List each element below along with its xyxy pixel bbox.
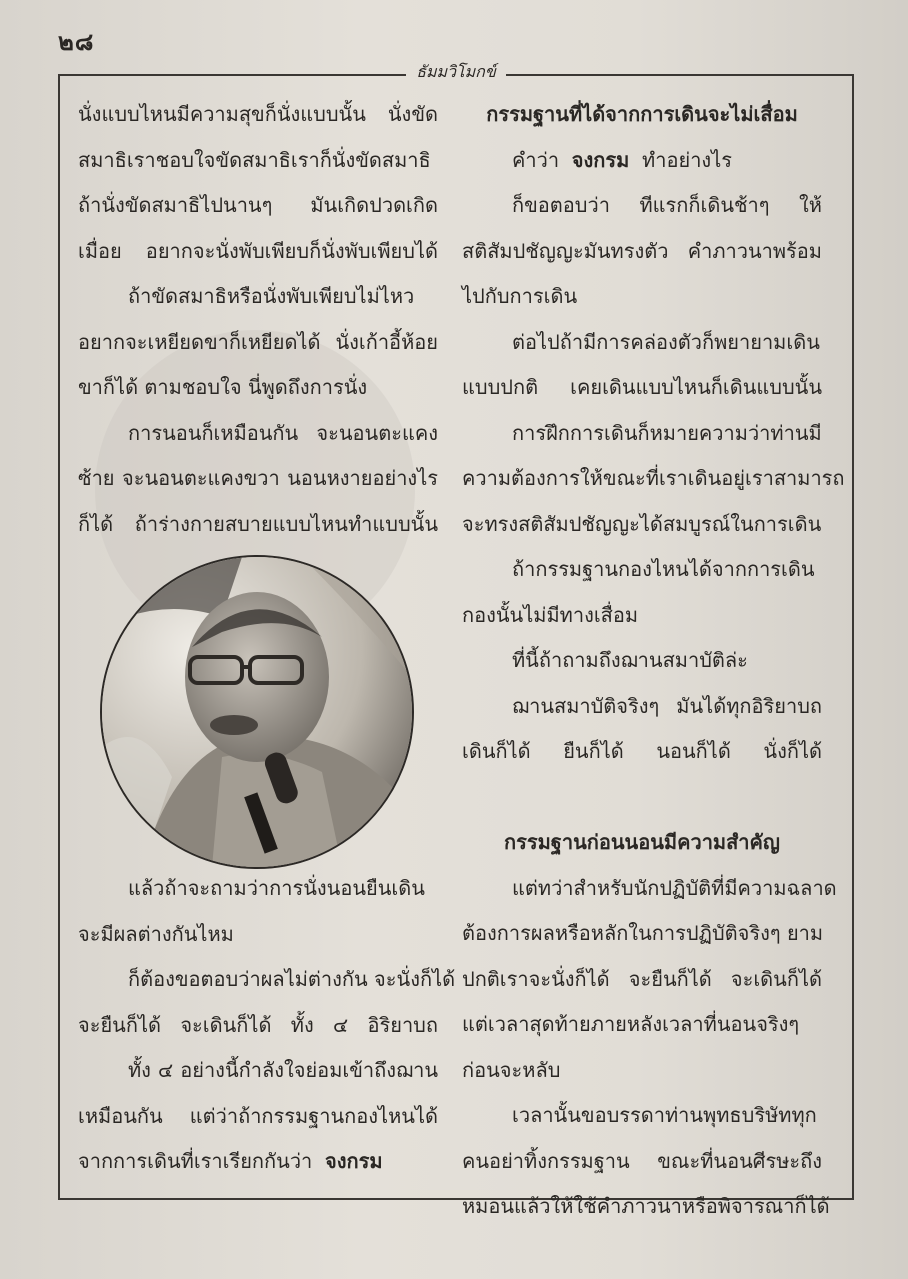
text-line: ที่นี้ถ้าถามถึงฌานสมาบัติล่ะ — [512, 648, 748, 672]
text-line: ต้องการผลหรือหลักในการปฏิบัติจริงๆ ยาม — [462, 921, 824, 945]
section-heading: กรรมฐานที่ได้จากการเดินจะไม่เสื่อม — [486, 102, 798, 126]
running-header: ธัมมวิโมกข์ — [416, 62, 496, 81]
right-column — [462, 92, 845, 1230]
text-line: กองนั้นไม่มีทางเสื่อม — [462, 602, 639, 627]
text-line: ไปกับการเดิน — [462, 284, 578, 308]
text-line: เมื่อย อยากจะนั่งพับเพียบก็นั่งพับเพียบได้ — [78, 238, 438, 263]
text-line: จะยืนก็ได้ จะเดินก็ได้ ทั้ง ๔ อิริยาบถ — [78, 1012, 438, 1037]
text-line: ทั้ง ๔ อย่างนี้กำลังใจย่อมเข้าถึงฌาน — [128, 1058, 438, 1082]
text-line: แต่เวลาสุดท้ายภายหลังเวลาที่นอนจริงๆ — [462, 1012, 800, 1036]
left-column-bottom — [78, 866, 456, 1185]
text-line: การนอนก็เหมือนกัน จะนอนตะแคง — [128, 420, 438, 445]
text-line: สมาธิเราชอบใจขัดสมาธิเราก็นั่งขัดสมาธิ — [78, 147, 431, 172]
text-line: การฝึกการเดินก็หมายความว่าท่านมี — [512, 420, 822, 445]
text-line: อยากจะเหยียดขาก็เหยียดได้ นั่งเก้าอี้ห้อย — [78, 329, 438, 354]
text-line: ฌานสมาบัติจริงๆ มันได้ทุกอิริยาบถ — [512, 693, 822, 718]
text-line: ก่อนจะหลับ — [462, 1057, 561, 1082]
monk-portrait-photo — [100, 555, 414, 869]
text-line: ขาก็ได้ ตามชอบใจ นี่พูดถึงการนั่ง — [78, 375, 368, 399]
text-line: ถ้ากรรมฐานกองไหนได้จากการเดิน — [512, 557, 815, 581]
blank-line — [462, 775, 822, 821]
text-line: หมอนแล้วให้ใช้คำภาวนาหรือพิจารณาก็ได้ — [462, 1194, 830, 1218]
text-line: นั่งแบบไหนมีความสุขก็นั่งแบบนั้น นั่งขัด — [78, 102, 438, 126]
text-line: ถ้าขัดสมาธิหรือนั่งพับเพียบไม่ไหว — [128, 284, 415, 308]
text-line: แต่ทว่าสำหรับนักปฏิบัติที่มีความฉลาด — [512, 875, 837, 900]
section-heading: กรรมฐานก่อนนอนมีความสำคัญ — [504, 830, 780, 854]
text-line: จะมีผลต่างกันไหม — [78, 921, 234, 946]
text-segment: จากการเดินที่เราเรียกกันว่า — [78, 1149, 313, 1173]
text-line: ต่อไปถ้ามีการคล่องตัวก็พยายามเดิน — [512, 329, 820, 354]
text-line: ซ้าย จะนอนตะแคงขวา นอนหงายอย่างไร — [78, 466, 438, 490]
text-line-with-term — [78, 1139, 438, 1185]
text-line: เวลานั้นขอบรรดาท่านพุทธบริษัททุก — [512, 1103, 817, 1127]
text-line: ก็ต้องขอตอบว่าผลไม่ต่างกัน จะนั่งก็ได้ — [128, 967, 456, 991]
left-column-top — [78, 92, 438, 547]
page-number: ๒๘ — [58, 27, 95, 56]
text-line: สติสัมปชัญญะมันทรงตัว คำภาวนาพร้อม — [462, 238, 822, 263]
text-line: ความต้องการให้ขณะที่เราเดินอยู่เราสามารถ — [462, 466, 845, 490]
text-line: ก็ขอตอบว่า ทีแรกก็เดินช้าๆ ให้ — [512, 193, 822, 217]
text-line: เหมือนกัน แต่ว่าถ้ากรรมฐานกองไหนได้ — [78, 1103, 438, 1128]
portrait-illustration — [102, 557, 412, 867]
text-line: เดินก็ได้ ยืนก็ได้ นอนก็ได้ นั่งก็ได้ — [462, 739, 822, 763]
text-line: ก็ได้ ถ้าร่างกายสบายแบบไหนทำแบบนั้น — [78, 511, 438, 536]
text-line: แล้วถ้าจะถามว่าการนั่งนอนยืนเดิน — [128, 876, 425, 900]
text-line-with-term — [462, 138, 822, 184]
text-segment: ทำอย่างไร — [642, 147, 732, 172]
text-line: แบบปกติ เคยเดินแบบไหนก็เดินแบบนั้น — [462, 375, 822, 399]
text-line: ปกติเราจะนั่งก็ได้ จะยืนก็ได้ จะเดินก็ได้ — [462, 966, 822, 991]
text-line: คนอย่าทิ้งกรรมฐาน ขณะที่นอนศีรษะถึง — [462, 1148, 822, 1173]
text-segment: คำว่า — [512, 147, 560, 172]
bold-term: จงกรม — [325, 1149, 383, 1173]
bold-term: จงกรม — [571, 147, 630, 172]
text-line: ถ้านั่งขัดสมาธิไปนานๆ มันเกิดปวดเกิด — [78, 193, 438, 217]
text-line: จะทรงสติสัมปชัญญะได้สมบูรณ์ในการเดิน — [462, 511, 822, 536]
